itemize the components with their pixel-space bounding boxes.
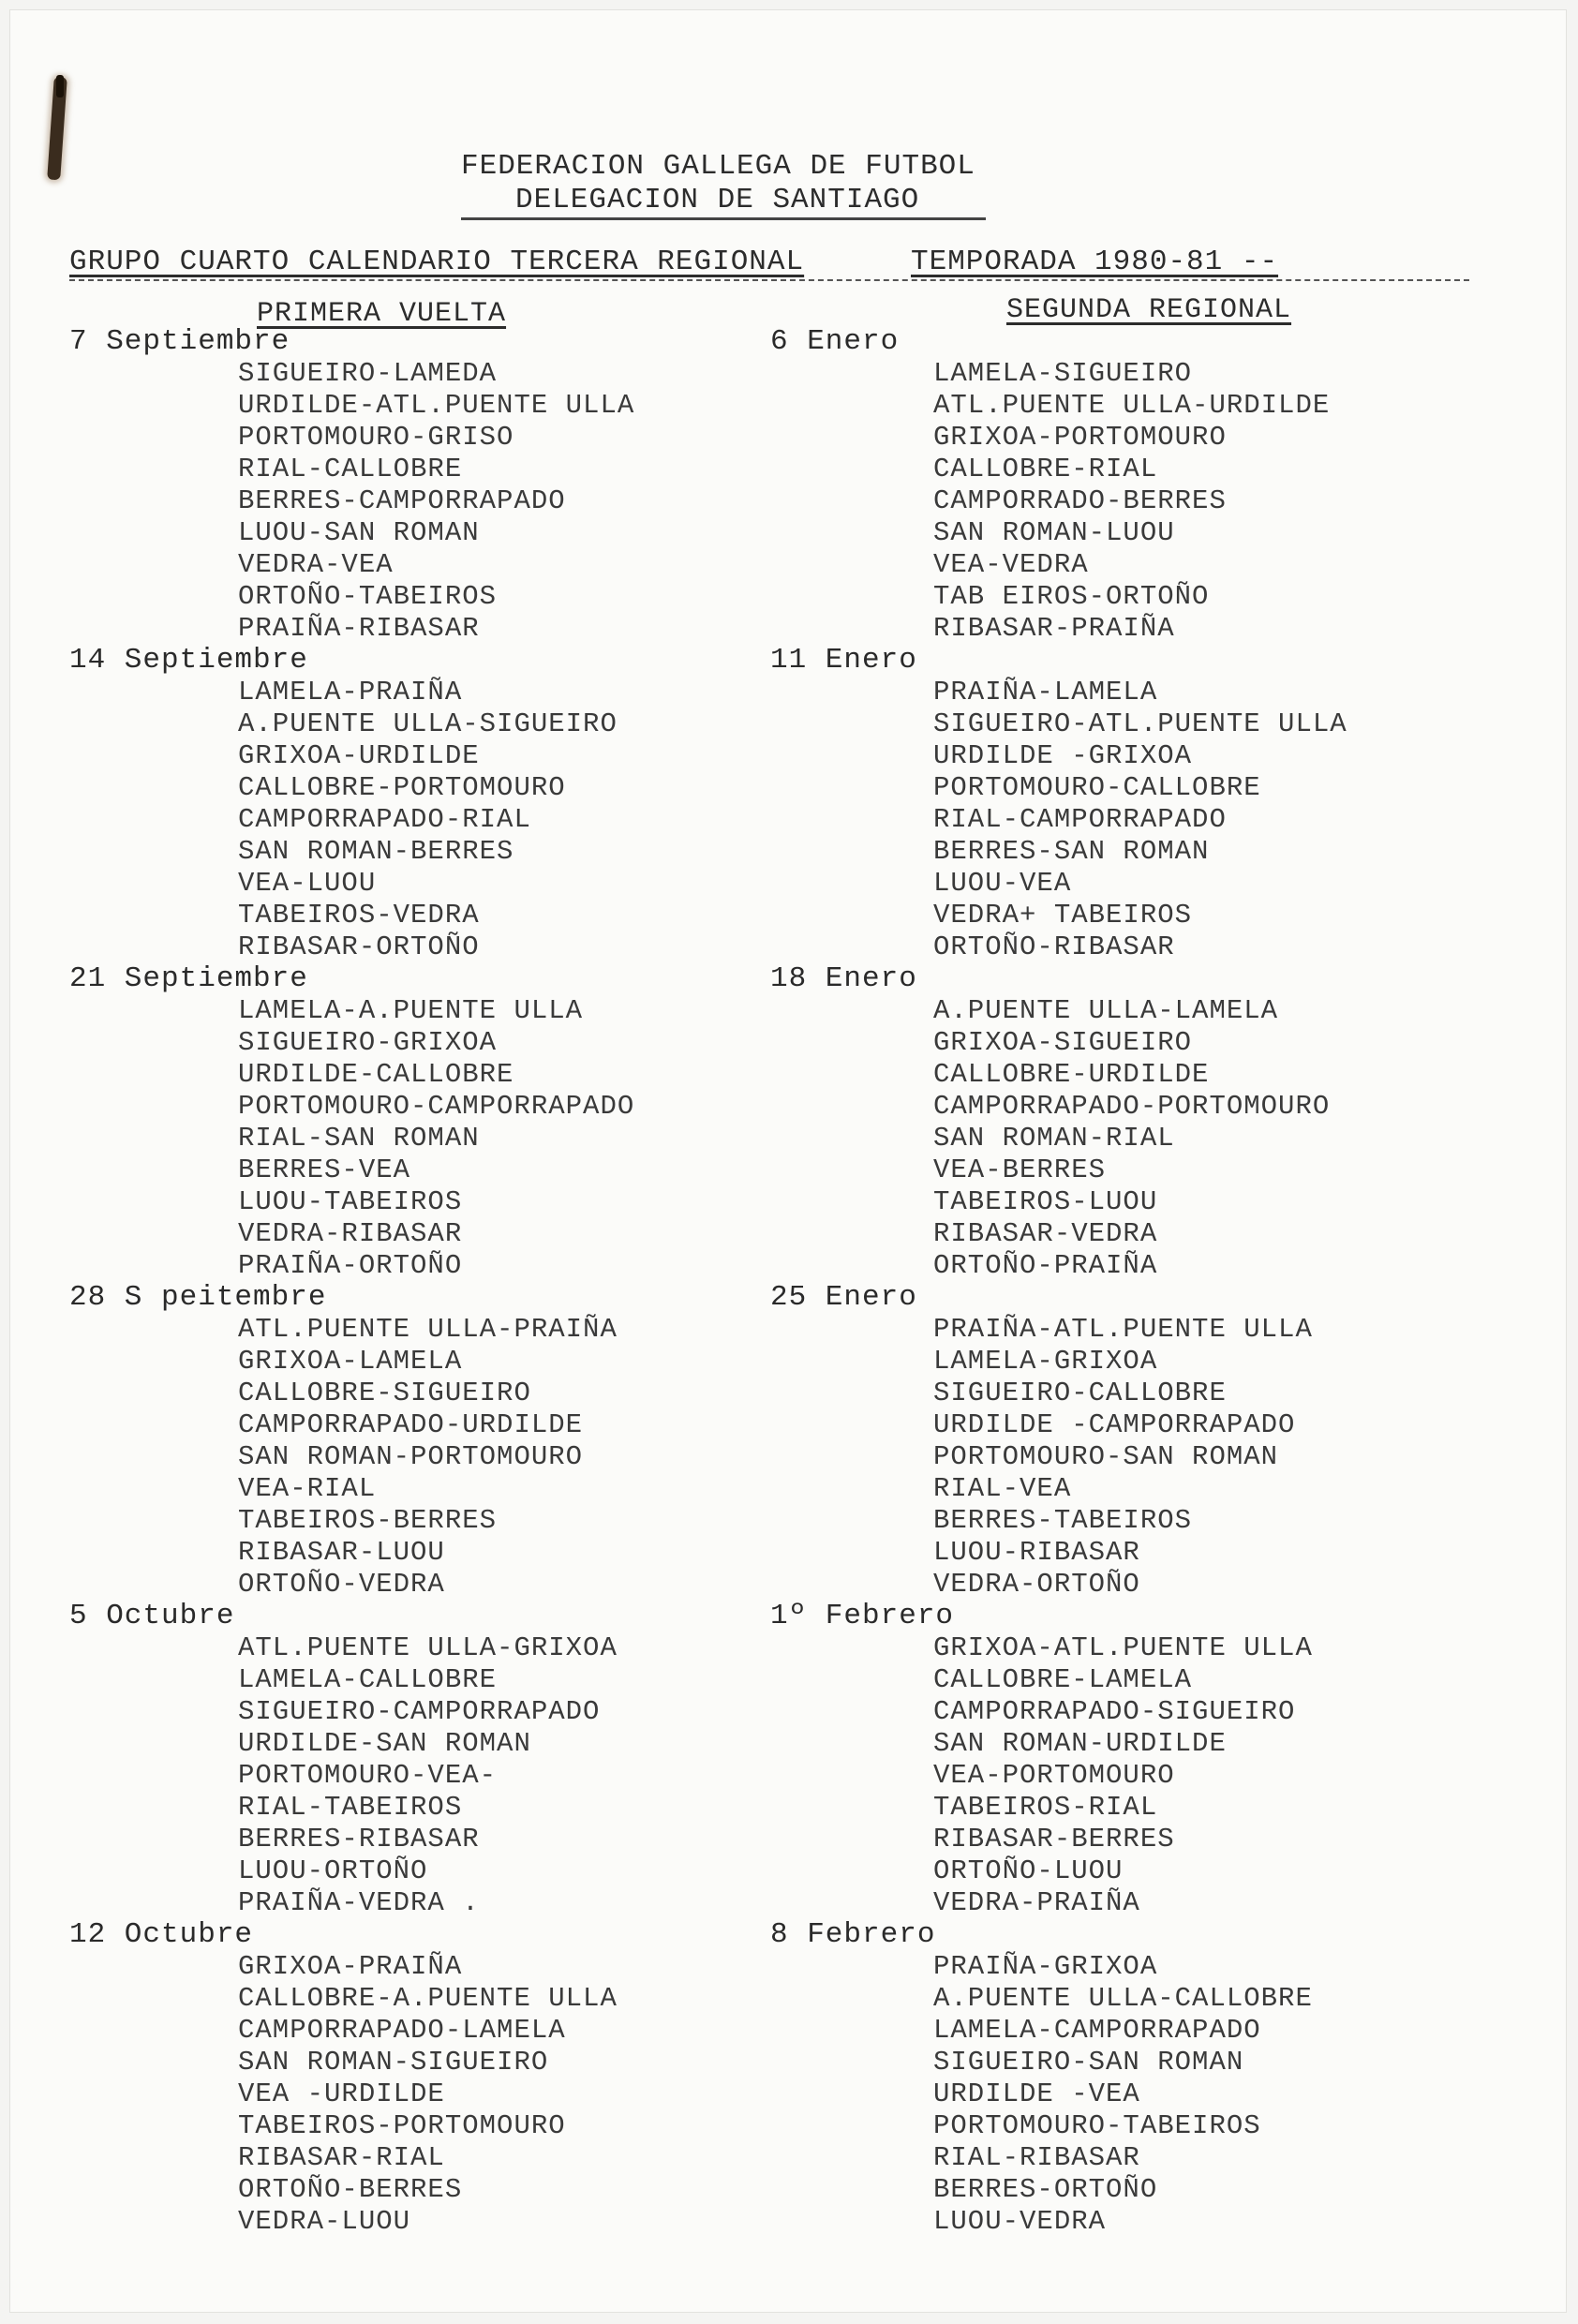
matchday-date: 6 Enero	[770, 325, 900, 358]
fixture-line: RIBASAR-VEDRA	[933, 1218, 1158, 1249]
fixture-line: A.PUENTE ULLA-CALLOBRE	[933, 1983, 1313, 2014]
right-column-title: SEGUNDA REGIONAL	[1006, 294, 1292, 326]
fixture-line: BERRES-TABEIROS	[933, 1505, 1193, 1536]
calendar-heading-text: GRUPO CUARTO CALENDARIO TERCERA REGIONAL	[69, 246, 805, 278]
fixture-line: LUOU-TABEIROS	[238, 1186, 463, 1217]
fixture-line: ORTOÑO-RIBASAR	[933, 931, 1175, 962]
fixture-line: LAMELA-PRAIÑA	[238, 677, 463, 708]
fixture-line: LUOU-ORTOÑO	[238, 1855, 428, 1886]
fixture-line: ORTOÑO-TABEIROS	[238, 581, 498, 612]
second-round-column	[770, 326, 1482, 2238]
fixture-line: GRIXOA-ATL.PUENTE ULLA	[933, 1632, 1313, 1663]
fixture-line: SIGUEIRO-GRIXOA	[238, 1027, 498, 1058]
fixture-line: URDILDE -CAMPORRAPADO	[933, 1409, 1296, 1440]
matchday-date: 12 Octubre	[69, 1918, 254, 1951]
fixture-line: SAN ROMAN-SIGUEIRO	[238, 2047, 549, 2078]
fixture-line: RIAL-RIBASAR	[933, 2142, 1140, 2173]
fixture-line: VEDRA-RIBASAR	[238, 1218, 463, 1249]
fixture-line: RIBASAR-ORTOÑO	[238, 931, 480, 962]
fixture-line: SAN ROMAN-PORTOMOURO	[238, 1441, 584, 1472]
fixture-line: CALLOBRE-SIGUEIRO	[238, 1378, 531, 1408]
fixture-line: CALLOBRE-URDILDE	[933, 1059, 1210, 1090]
fixture-line: CALLOBRE-RIAL	[933, 454, 1158, 484]
fixture-line: PORTOMOURO-CAMPORRAPADO	[238, 1091, 635, 1122]
delegation-title: DELEGACION DE SANTIAGO	[515, 184, 920, 216]
fixture-line: BERRES-SAN ROMAN	[933, 836, 1210, 867]
fixture-line: VEA-BERRES	[933, 1155, 1107, 1185]
fixture-line: GRIXOA-PRAIÑA	[238, 1951, 463, 1982]
season-heading-text: TEMPORADA 1980-81 --	[911, 246, 1279, 278]
fixture-line: TABEIROS-RIAL	[933, 1792, 1158, 1823]
fixture-line: RIBASAR-LUOU	[238, 1537, 445, 1568]
fixture-line: BERRES-RIBASAR	[238, 1824, 480, 1855]
fixture-line: PRAIÑA-LAMELA	[933, 677, 1158, 708]
left-column-title: PRIMERA VUELTA	[257, 298, 507, 330]
fixture-line: PRAIÑA-ATL.PUENTE ULLA	[933, 1314, 1313, 1345]
matchday-date: 8 Febrero	[770, 1918, 936, 1951]
matchday-block	[770, 1919, 1482, 2238]
matchday-date: 14 Septiembre	[69, 644, 308, 677]
fixture-line: VEA-LUOU	[238, 868, 377, 899]
heading-underline	[69, 279, 1469, 281]
fixture-line: ORTOÑO-PRAIÑA	[933, 1250, 1158, 1281]
title-underline	[461, 217, 986, 220]
fixture-line: GRIXOA-LAMELA	[238, 1346, 463, 1377]
fixture-line: CAMPORRADO-BERRES	[933, 485, 1227, 516]
fixture-line: GRIXOA-URDILDE	[238, 740, 480, 771]
fixture-line: SIGUEIRO-LAMEDA	[238, 358, 498, 389]
matchday-block	[69, 326, 725, 645]
fixture-line: PORTOMOURO-SAN ROMAN	[933, 1441, 1279, 1472]
fixture-line: RIAL-CALLOBRE	[238, 454, 463, 484]
fixture-line: GRIXOA-SIGUEIRO	[933, 1027, 1193, 1058]
fixture-line: TABEIROS-LUOU	[933, 1186, 1158, 1217]
fixture-line: VEDRA-VEA	[238, 549, 394, 580]
fixture-line: TABEIROS-BERRES	[238, 1505, 498, 1536]
fixture-line: VEDRA-ORTOÑO	[933, 1569, 1140, 1600]
matchday-block	[69, 1282, 725, 1601]
fixture-line: BERRES-CAMPORRAPADO	[238, 485, 566, 516]
matchday-date: 11 Enero	[770, 644, 917, 677]
calendar-heading	[69, 246, 804, 278]
fixture-line: SAN ROMAN-BERRES	[238, 836, 514, 867]
matchday-block	[69, 645, 725, 963]
fixture-line: LUOU-VEDRA	[933, 2206, 1107, 2237]
fixture-line: SAN ROMAN-RIAL	[933, 1123, 1175, 1154]
fixture-line: ORTOÑO-LUOU	[933, 1855, 1124, 1886]
fixture-line: TAB EIROS-ORTOÑO	[933, 581, 1210, 612]
fixture-line: PORTOMOURO-TABEIROS	[933, 2110, 1261, 2141]
fixture-line: SAN ROMAN-URDILDE	[933, 1728, 1227, 1759]
matchday-date: 5 Octubre	[69, 1600, 235, 1632]
fixture-line: SIGUEIRO-CALLOBRE	[933, 1378, 1227, 1408]
matchday-date: 1º Febrero	[770, 1600, 955, 1632]
matchday-date: 7 Septiembre	[69, 325, 290, 358]
fixture-line: VEA-RIAL	[238, 1473, 377, 1504]
fixture-line: CAMPORRAPADO-LAMELA	[238, 2015, 566, 2046]
fixture-line: URDILDE -GRIXOA	[933, 740, 1193, 771]
fixture-line: ATL.PUENTE ULLA-PRAIÑA	[238, 1314, 618, 1345]
fixture-line: PORTOMOURO-GRISO	[238, 422, 514, 453]
fixture-line: PRAIÑA-ORTOÑO	[238, 1250, 463, 1281]
fixture-line: VEA -URDILDE	[238, 2078, 445, 2109]
fixture-line: GRIXOA-PORTOMOURO	[933, 422, 1227, 453]
matchday-date: 21 Septiembre	[69, 962, 308, 995]
fixture-line: RIBASAR-BERRES	[933, 1824, 1175, 1855]
fixture-line: CAMPORRAPADO-RIAL	[238, 804, 531, 835]
fixture-line: PRAIÑA-GRIXOA	[933, 1951, 1158, 1982]
fixture-line: RIBASAR-RIAL	[238, 2142, 445, 2173]
fixture-line: VEDRA-LUOU	[238, 2206, 411, 2237]
fixture-line: BERRES-VEA	[238, 1155, 411, 1185]
matchday-date: 18 Enero	[770, 962, 917, 995]
matchday-date: 28 S peitembre	[69, 1281, 327, 1314]
fixture-line: VEDRA+ TABEIROS	[933, 900, 1193, 931]
fixture-line: CALLOBRE-LAMELA	[933, 1664, 1193, 1695]
fixture-line: VEDRA-PRAIÑA	[933, 1887, 1140, 1918]
fixture-line: PRAIÑA-VEDRA .	[238, 1887, 480, 1918]
matchday-block	[770, 963, 1482, 1282]
fixture-line: A.PUENTE ULLA-LAMELA	[933, 995, 1279, 1026]
fixture-line: URDILDE -VEA	[933, 2078, 1140, 2109]
matchday-block	[770, 1601, 1482, 1919]
fixture-line: LAMELA-GRIXOA	[933, 1346, 1158, 1377]
fixture-line: PRAIÑA-RIBASAR	[238, 613, 480, 644]
fixture-line: URDILDE-ATL.PUENTE ULLA	[238, 390, 635, 421]
fixture-line: A.PUENTE ULLA-SIGUEIRO	[238, 708, 618, 739]
fixture-line: ATL.PUENTE ULLA-GRIXOA	[238, 1632, 618, 1663]
fixture-line: TABEIROS-PORTOMOURO	[238, 2110, 566, 2141]
fixture-line: ATL.PUENTE ULLA-URDILDE	[933, 390, 1331, 421]
fixture-line: LAMELA-CALLOBRE	[238, 1664, 498, 1695]
fixture-line: SIGUEIRO-ATL.PUENTE ULLA	[933, 708, 1347, 739]
first-round-column	[69, 326, 725, 2238]
fixture-line: VEA-PORTOMOURO	[933, 1760, 1175, 1791]
staple-head	[56, 75, 64, 97]
fixture-line: LAMELA-A.PUENTE ULLA	[238, 995, 584, 1026]
fixture-line: RIBASAR-PRAIÑA	[933, 613, 1175, 644]
fixture-line: RIAL-CAMPORRAPADO	[933, 804, 1227, 835]
season-heading	[911, 246, 1278, 278]
fixture-line: CALLOBRE-A.PUENTE ULLA	[238, 1983, 618, 2014]
fixture-line: RIAL-TABEIROS	[238, 1792, 463, 1823]
fixture-line: PORTOMOURO-VEA-	[238, 1760, 498, 1791]
fixture-line: PORTOMOURO-CALLOBRE	[933, 772, 1261, 803]
matchday-date: 25 Enero	[770, 1281, 917, 1314]
fixture-line: RIAL-VEA	[933, 1473, 1072, 1504]
matchday-block	[770, 645, 1482, 963]
fixture-line: URDILDE-SAN ROMAN	[238, 1728, 531, 1759]
fixture-line: VEA-VEDRA	[933, 549, 1089, 580]
fixture-line: LUOU-VEA	[933, 868, 1072, 899]
fixture-line: CALLOBRE-PORTOMOURO	[238, 772, 566, 803]
fixture-line: TABEIROS-VEDRA	[238, 900, 480, 931]
fixture-line: CAMPORRAPADO-SIGUEIRO	[933, 1696, 1296, 1727]
fixture-line: CAMPORRAPADO-URDILDE	[238, 1409, 584, 1440]
fixture-line: ORTOÑO-VEDRA	[238, 1569, 445, 1600]
fixture-line: RIAL-SAN ROMAN	[238, 1123, 480, 1154]
fixture-line: SIGUEIRO-CAMPORRAPADO	[238, 1696, 601, 1727]
fixture-line: SAN ROMAN-LUOU	[933, 517, 1175, 548]
fixture-line: LUOU-SAN ROMAN	[238, 517, 480, 548]
fixture-line: URDILDE-CALLOBRE	[238, 1059, 514, 1090]
fixture-line: LAMELA-SIGUEIRO	[933, 358, 1193, 389]
fixture-line: BERRES-ORTOÑO	[933, 2174, 1158, 2205]
matchday-block	[770, 1282, 1482, 1601]
fixture-line: SIGUEIRO-SAN ROMAN	[933, 2047, 1244, 2078]
fixture-line: CAMPORRAPADO-PORTOMOURO	[933, 1091, 1331, 1122]
fixture-line: LAMELA-CAMPORRAPADO	[933, 2015, 1261, 2046]
matchday-block	[69, 1601, 725, 1919]
fixture-line: ORTOÑO-BERRES	[238, 2174, 463, 2205]
fixture-line: LUOU-RIBASAR	[933, 1537, 1140, 1568]
matchday-block	[69, 963, 725, 1282]
matchday-block	[69, 1919, 725, 2238]
matchday-block	[770, 326, 1482, 645]
federation-title: FEDERACION GALLEGA DE FUTBOL	[461, 150, 975, 183]
